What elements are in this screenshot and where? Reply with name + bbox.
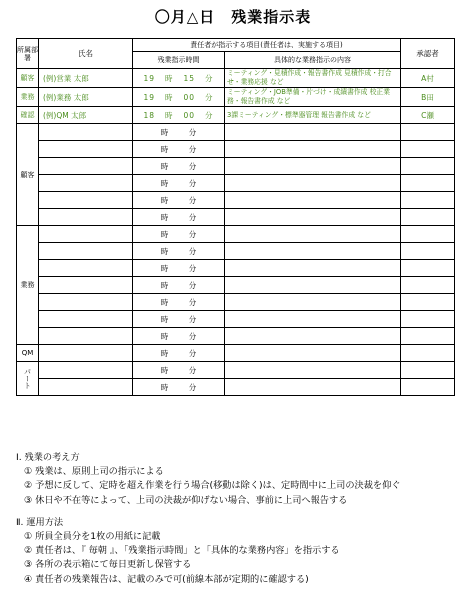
desc-cell[interactable] xyxy=(225,328,401,345)
header-name: 氏名 xyxy=(39,39,133,69)
min-unit: 分 xyxy=(188,144,197,154)
entry-row xyxy=(17,175,455,192)
header-approver: 承認者 xyxy=(401,39,455,69)
time-cell[interactable] xyxy=(133,158,225,175)
hour-unit: 時 xyxy=(160,280,169,290)
name-cell[interactable] xyxy=(39,294,133,311)
name-cell[interactable] xyxy=(39,158,133,175)
dept-cell: パート xyxy=(17,362,39,396)
min-unit: 分 xyxy=(188,212,197,222)
entry-row xyxy=(17,243,455,260)
notes-section-1: Ⅰ. 残業の考え方 xyxy=(16,452,80,463)
example-time xyxy=(133,88,225,107)
entry-row xyxy=(17,277,455,294)
min-unit: 分 xyxy=(188,331,197,341)
header-dept: 所属部署 xyxy=(17,39,39,69)
time-cell[interactable] xyxy=(133,243,225,260)
hour-unit: 時 xyxy=(160,246,169,256)
header-time: 残業指示時間 xyxy=(133,52,225,69)
time-cell[interactable] xyxy=(133,260,225,277)
name-cell[interactable] xyxy=(39,277,133,294)
entry-row xyxy=(17,260,455,277)
header-group: 責任者が指示する項目(責任者は、実施する項目) xyxy=(133,39,401,52)
desc-cell[interactable] xyxy=(225,192,401,209)
entry-row xyxy=(17,328,455,345)
example-approver: B田 xyxy=(401,88,455,107)
time-cell[interactable] xyxy=(133,379,225,396)
example-approver: A村 xyxy=(401,69,455,88)
time-cell[interactable] xyxy=(133,175,225,192)
hour-unit: 時 xyxy=(160,314,169,324)
approver-cell[interactable] xyxy=(401,226,455,243)
notes-item: ④ 責任者の残業報告は、記載のみで可(前線本部が定期的に確認する) xyxy=(24,573,309,585)
time-cell[interactable] xyxy=(133,124,225,141)
example-time-min: 00 xyxy=(183,92,196,102)
approver-cell[interactable] xyxy=(401,209,455,226)
min-unit: 分 xyxy=(188,297,197,307)
example-time-min: 15 xyxy=(183,73,196,83)
hour-unit: 時 xyxy=(160,161,169,171)
desc-cell[interactable] xyxy=(225,158,401,175)
dept-cell: 顧客 xyxy=(17,124,39,226)
example-time-min: 00 xyxy=(183,110,196,120)
dept-cell: QM xyxy=(17,345,39,362)
overtime-table xyxy=(16,38,455,396)
name-cell[interactable] xyxy=(39,209,133,226)
example-time-fun: 分 xyxy=(205,73,214,83)
time-cell[interactable] xyxy=(133,328,225,345)
time-cell[interactable] xyxy=(133,294,225,311)
approver-cell[interactable] xyxy=(401,175,455,192)
hour-unit: 時 xyxy=(160,144,169,154)
name-cell[interactable] xyxy=(39,311,133,328)
time-cell[interactable] xyxy=(133,362,225,379)
notes-item: ① 残業は、原則上司の指示による xyxy=(24,466,164,478)
approver-cell[interactable] xyxy=(401,260,455,277)
example-time-fun: 分 xyxy=(205,110,214,120)
time-cell[interactable] xyxy=(133,311,225,328)
min-unit: 分 xyxy=(188,127,197,137)
example-time-ju: 時 xyxy=(165,73,174,83)
name-cell[interactable] xyxy=(39,243,133,260)
entry-row xyxy=(17,158,455,175)
header-desc: 具体的な業務指示の内容 xyxy=(225,52,401,69)
min-unit: 分 xyxy=(188,348,197,358)
desc-cell[interactable] xyxy=(225,277,401,294)
example-desc: ミーティング・JOB準備・片づけ・成績書作成 校正業務・報告書作成 など xyxy=(225,88,401,107)
hour-unit: 時 xyxy=(160,331,169,341)
hour-unit: 時 xyxy=(160,365,169,375)
notes-item: ② 責任者は、『 毎朝 』、「残業指示時間」と「具体的な業務内容」を指示する xyxy=(24,545,340,557)
name-cell[interactable] xyxy=(39,226,133,243)
example-approver: C瀬 xyxy=(401,107,455,124)
notes-item: ② 予想に反して、定時を超え作業を行う場合(移動は除く)は、定時間中に上司の決裁を仰ぐ xyxy=(24,480,401,492)
page-title: 〇月△日 残業指示表 xyxy=(154,8,312,26)
hour-unit: 時 xyxy=(160,382,169,392)
approver-cell[interactable] xyxy=(401,311,455,328)
name-cell[interactable] xyxy=(39,345,133,362)
desc-cell[interactable] xyxy=(225,141,401,158)
dept-cell: 業務 xyxy=(17,226,39,345)
approver-cell[interactable] xyxy=(401,379,455,396)
entry-row xyxy=(17,192,455,209)
desc-cell[interactable] xyxy=(225,260,401,277)
hour-unit: 時 xyxy=(160,263,169,273)
entry-row xyxy=(17,362,455,379)
desc-cell[interactable] xyxy=(225,362,401,379)
approver-cell[interactable] xyxy=(401,158,455,175)
name-cell[interactable] xyxy=(39,328,133,345)
time-cell[interactable] xyxy=(133,277,225,294)
entry-row xyxy=(17,226,455,243)
entry-row xyxy=(17,294,455,311)
example-name: (例)QM 太郎 xyxy=(39,107,133,124)
name-cell[interactable] xyxy=(39,124,133,141)
approver-cell[interactable] xyxy=(401,124,455,141)
time-cell[interactable] xyxy=(133,192,225,209)
name-cell[interactable] xyxy=(39,175,133,192)
example-dept: 顧客 xyxy=(17,69,39,88)
example-name: (例)営業 太郎 xyxy=(39,69,133,88)
example-time xyxy=(133,107,225,124)
entry-row xyxy=(17,311,455,328)
desc-cell[interactable] xyxy=(225,209,401,226)
example-dept: 業務 xyxy=(17,88,39,107)
example-name: (例)業務 太郎 xyxy=(39,88,133,107)
entry-row xyxy=(17,141,455,158)
example-desc: 3課ミーティング・標準器管理 報告書作成 など xyxy=(225,107,401,124)
min-unit: 分 xyxy=(188,229,197,239)
hour-unit: 時 xyxy=(160,212,169,222)
approver-cell[interactable] xyxy=(401,294,455,311)
example-row xyxy=(17,88,455,107)
desc-cell[interactable] xyxy=(225,294,401,311)
example-time-ju: 時 xyxy=(165,92,174,102)
time-cell[interactable] xyxy=(133,141,225,158)
name-cell[interactable] xyxy=(39,260,133,277)
desc-cell[interactable] xyxy=(225,175,401,192)
desc-cell[interactable] xyxy=(225,124,401,141)
notes xyxy=(16,450,456,587)
notes-item: ① 所員全員分を1枚の用紙に記載 xyxy=(24,531,161,543)
approver-cell[interactable] xyxy=(401,345,455,362)
example-time-hour: 18 xyxy=(143,110,155,120)
example-row xyxy=(17,107,455,124)
time-cell[interactable] xyxy=(133,226,225,243)
min-unit: 分 xyxy=(188,280,197,290)
desc-cell[interactable] xyxy=(225,311,401,328)
min-unit: 分 xyxy=(188,246,197,256)
desc-cell[interactable] xyxy=(225,345,401,362)
name-cell[interactable] xyxy=(39,379,133,396)
desc-cell[interactable] xyxy=(225,379,401,396)
example-dept: 確認 xyxy=(17,107,39,124)
example-desc: ミーティング・見積作成・報告書作成 見積作成・打合せ・業務応援 など xyxy=(225,69,401,88)
min-unit: 分 xyxy=(188,178,197,188)
example-time xyxy=(133,69,225,88)
approver-cell[interactable] xyxy=(401,141,455,158)
hour-unit: 時 xyxy=(160,229,169,239)
example-time-ju: 時 xyxy=(165,110,174,120)
hour-unit: 時 xyxy=(160,195,169,205)
desc-cell[interactable] xyxy=(225,243,401,260)
entry-row xyxy=(17,345,455,362)
hour-unit: 時 xyxy=(160,178,169,188)
approver-cell[interactable] xyxy=(401,328,455,345)
example-time-fun: 分 xyxy=(205,92,214,102)
approver-cell[interactable] xyxy=(401,192,455,209)
notes-item: ③ 休日や不在等によって、上司の決裁が仰げない場合、事前に上司へ報告する xyxy=(24,494,348,506)
min-unit: 分 xyxy=(188,195,197,205)
example-time-hour: 19 xyxy=(143,73,155,83)
notes-item: ③ 各所の表示箱にて毎日更新し保管する xyxy=(24,559,192,571)
example-time-hour: 19 xyxy=(143,92,155,102)
hour-unit: 時 xyxy=(160,348,169,358)
example-row xyxy=(17,69,455,88)
min-unit: 分 xyxy=(188,382,197,392)
time-cell[interactable] xyxy=(133,345,225,362)
name-cell[interactable] xyxy=(39,192,133,209)
min-unit: 分 xyxy=(188,263,197,273)
approver-cell[interactable] xyxy=(401,277,455,294)
min-unit: 分 xyxy=(188,314,197,324)
hour-unit: 時 xyxy=(160,297,169,307)
desc-cell[interactable] xyxy=(225,226,401,243)
time-cell[interactable] xyxy=(133,209,225,226)
hour-unit: 時 xyxy=(160,127,169,137)
name-cell[interactable] xyxy=(39,141,133,158)
entry-row xyxy=(17,379,455,396)
approver-cell[interactable] xyxy=(401,243,455,260)
min-unit: 分 xyxy=(188,161,197,171)
approver-cell[interactable] xyxy=(401,362,455,379)
entry-row xyxy=(17,209,455,226)
min-unit: 分 xyxy=(188,365,197,375)
notes-section-2: Ⅱ. 運用方法 xyxy=(16,516,64,528)
name-cell[interactable] xyxy=(39,362,133,379)
entry-row xyxy=(17,124,455,141)
